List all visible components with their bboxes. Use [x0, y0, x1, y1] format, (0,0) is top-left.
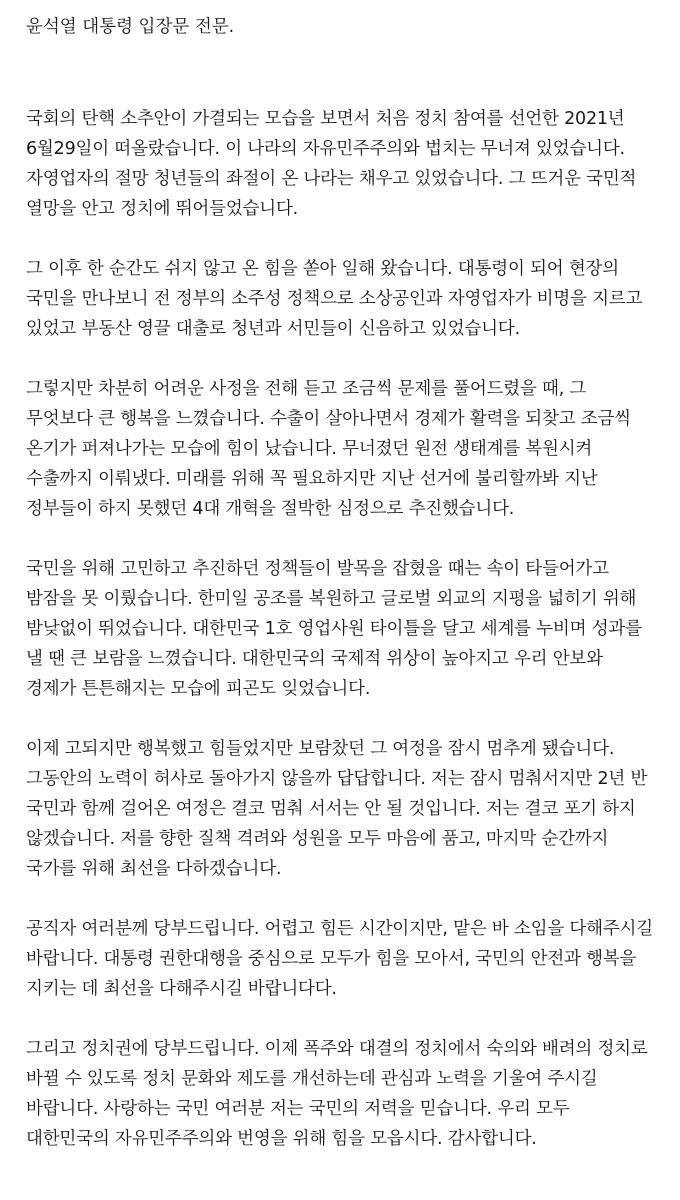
text-line: 국가를 위해 최선을 다하겠습니다. [26, 859, 282, 879]
text-line: 국민과 함께 걸어온 여정은 결코 멈춰 서서는 안 될 것입니다. 저는 결코 포기 하지 [26, 799, 636, 819]
text-line: 그동안의 노력이 허사로 돌아가지 않을까 답답합니다. 저는 잠시 멈춰서지만 2년 반 [26, 769, 648, 789]
text-line: 대한민국의 자유민주주의와 번영을 위해 힘을 모읍시다. 감사합니다. [26, 1129, 537, 1149]
text-line: 바랍니다. 대통령 권한대행을 중심으로 모두가 힘을 모아서, 국민의 안전과 행복을 [26, 949, 637, 969]
text-line: 6월29일이 떠올랐습니다. 이 나라의 자유민주주의와 법치는 무너져 있었습니다. [26, 139, 625, 159]
paragraph-5 [26, 734, 672, 884]
text-line: 정부들이 하지 못했던 4대 개혁을 절박한 심정으로 추진했습니다. [26, 499, 515, 519]
paragraph-3 [26, 374, 672, 524]
text-line: 경제가 튼튼해지는 모습에 피곤도 잊었습니다. [26, 679, 371, 699]
paragraph-1 [26, 104, 672, 224]
text-line: 낼 땐 큰 보람을 느꼈습니다. 대한민국의 국제적 위상이 높아지고 우리 안보와 [26, 649, 603, 669]
text-line: 공직자 여러분께 당부드립니다. 어렵고 힘든 시간이지만, 맡은 바 소임을 다해주시길 [26, 919, 653, 939]
paragraph-6 [26, 914, 672, 1004]
statement-document [26, 12, 672, 1184]
text-line: 온기가 퍼져나가는 모습에 힘이 났습니다. 무너졌던 원전 생태계를 복원시켜 [26, 439, 593, 459]
paragraph-7 [26, 1034, 672, 1154]
text-line: 밤잠을 못 이뤘습니다. 한미일 공조를 복원하고 글로벌 외교의 지평을 넓히기 위해 [26, 589, 637, 609]
text-line: 열망을 안고 정치에 뛰어들었습니다. [26, 199, 299, 219]
text-line: 그 이후 한 순간도 쉬지 않고 온 힘을 쏟아 일해 왔습니다. 대통령이 되어 현장의 [26, 259, 619, 279]
text-line: 국회의 탄핵 소추안이 가결되는 모습을 보면서 처음 정치 참여를 선언한 2021년 [26, 109, 625, 129]
text-line: 이제 고되지만 행복했고 힘들었지만 보람찼던 그 여정을 잠시 멈추게 됐습니다. [26, 739, 615, 759]
text-line: 자영업자의 절망 청년들의 좌절이 온 나라는 채우고 있었습니다. 그 뜨거운 국민적 [26, 169, 637, 189]
text-line: 밤낮없이 뛰었습니다. 대한민국 1호 영업사원 타이틀을 달고 세계를 누비며 성과를 [26, 619, 642, 639]
text-line: 수출까지 이뤄냈다. 미래를 위해 꼭 필요하지만 지난 선거에 불리할까봐 지난 [26, 469, 598, 489]
text-line: 국민을 만나보니 전 정부의 소주성 정책으로 소상공인과 자영업자가 비명을 지르고 [26, 289, 643, 309]
paragraph-2 [26, 254, 672, 344]
text-line: 바뀔 수 있도록 정치 문화와 제도를 개선하는데 관심과 노력을 기울여 주시길 [26, 1069, 598, 1089]
text-line: 바랍니다. 사랑하는 국민 여러분 저는 국민의 저력을 믿습니다. 우리 모두 [26, 1099, 570, 1119]
text-line: 그리고 정치권에 당부드립니다. 이제 폭주와 대결의 정치에서 숙의와 배려의 정치로 [26, 1039, 648, 1059]
paragraph-4 [26, 554, 672, 704]
document-title: 윤석열 대통령 입장문 전문. [26, 17, 235, 37]
text-line: 않겠습니다. 저를 향한 질책 격려와 성원을 모두 마음에 품고, 마지막 순간까지 [26, 829, 609, 849]
text-line: 무엇보다 큰 행복을 느꼈습니다. 수출이 살아나면서 경제가 활력을 되찾고 조금씩 [26, 409, 631, 429]
text-line: 국민을 위해 고민하고 추진하던 정책들이 발목을 잡혔을 때는 속이 타들어가고 [26, 559, 609, 579]
text-line: 있었고 부동산 영끌 대출로 청년과 서민들이 신음하고 있었습니다. [26, 319, 520, 339]
text-line: 그렇지만 차분히 어려운 사정을 전해 듣고 조금씩 문제를 풀어드렸을 때, 그 [26, 379, 587, 399]
text-line: 지키는 데 최선을 다해주시길 바랍니다다. [26, 979, 337, 999]
